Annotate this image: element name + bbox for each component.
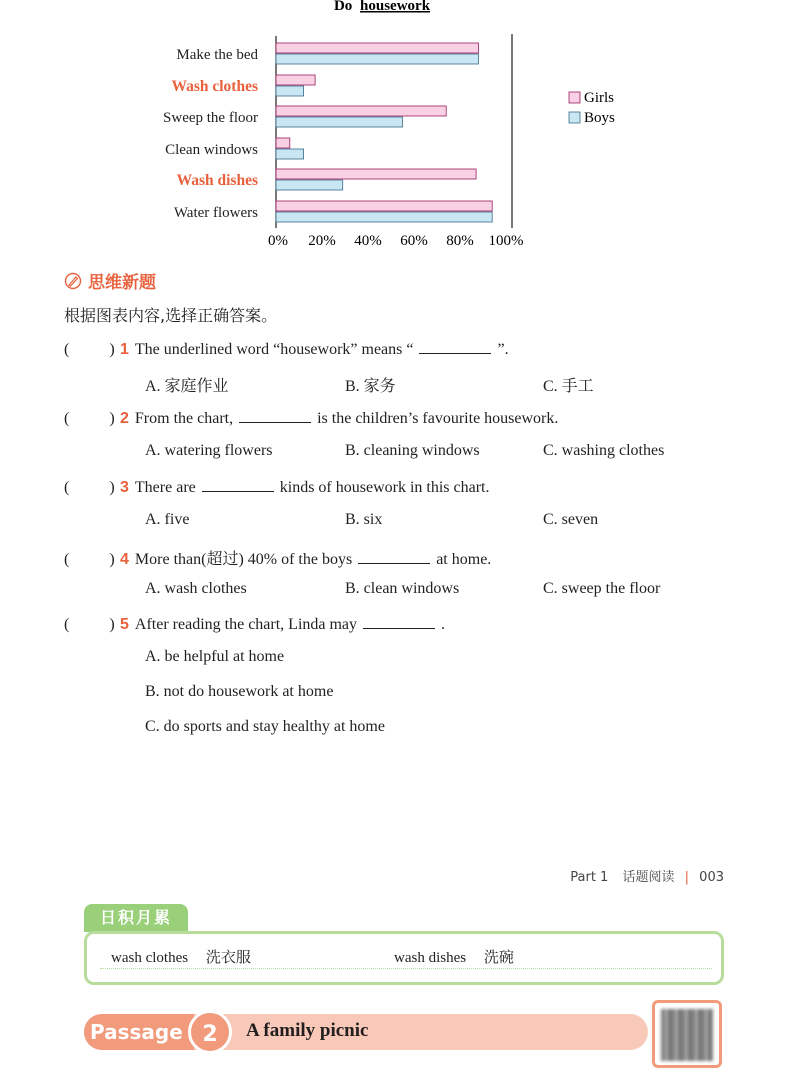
paren-open: ( [64,341,70,358]
bar-boys [276,180,343,190]
vocab-en: wash clothes [111,950,189,966]
question-text-after: is the children’s favourite housework. [317,410,559,427]
bar-boys [276,149,304,159]
option-c[interactable]: C. sweep the floor [543,580,661,597]
bar-boys [276,117,403,127]
x-tick-label: 40% [354,233,382,249]
chart-title [334,0,431,14]
legend-swatch-girls [569,92,580,103]
option-a[interactable]: A. watering flowers [145,442,273,459]
footer-topic: 话题阅读 [622,870,675,885]
question-text-before: After reading the chart, Linda may [134,616,358,633]
bar-girls [276,201,492,211]
pencil-circle-icon [64,272,82,290]
option-a[interactable]: A. be helpful at home [145,648,285,665]
x-tick-label: 20% [308,233,336,249]
option-b[interactable]: B. cleaning windows [345,442,480,459]
x-tick-label: 80% [446,233,474,249]
category-label: Wash clothes [171,78,258,95]
question-number: 5 [120,616,129,633]
bar-boys [276,86,304,96]
vocab-item [394,946,514,967]
option-c[interactable]: C. 手工 [543,378,594,395]
question-text-after: at home. [436,551,492,568]
page-footer [570,866,724,885]
category-label: Make the bed [176,47,258,63]
legend-swatch-boys [569,112,580,123]
qr-code-icon[interactable] [652,1000,722,1068]
question-text-before: There are [134,479,196,496]
paren-close: ) [109,341,115,358]
answer-parens[interactable] [64,479,120,497]
question-number: 4 [120,551,129,568]
section-header [64,268,156,293]
option-a[interactable]: A. wash clothes [145,580,247,597]
question-text-before: The underlined word “housework” means “ [134,341,414,358]
answer-parens[interactable] [64,410,120,428]
paren-open: ( [64,616,70,633]
option-a[interactable]: A. 家庭作业 [145,378,229,395]
question-text-after: . [441,616,446,633]
bar-girls [276,43,478,53]
question-number: 1 [120,341,129,358]
legend-label-girls: Girls [584,90,614,106]
bar-girls [276,106,446,116]
passage-title: A family picnic [246,1020,369,1041]
page-number: 003 [699,870,724,885]
option-b[interactable]: B. clean windows [345,580,460,597]
paren-close: ) [109,551,115,568]
housework-chart [0,0,790,255]
vocab-tab: 日积月累 [84,904,188,932]
paren-close: ) [109,410,115,427]
question-2 [64,408,558,428]
question-4 [64,546,491,569]
paren-close: ) [109,479,115,496]
legend-label-boys: Boys [584,110,615,126]
section-title: 思维新题 [88,273,156,293]
vocab-en: wash dishes [394,950,467,966]
footer-separator: | [684,870,690,885]
chart-title-prefix: Do [333,0,353,14]
category-label: Water flowers [173,205,258,221]
question-number: 2 [120,410,129,427]
vocab-zh: 洗衣服 [205,948,251,966]
question-5 [64,614,445,634]
answer-blank[interactable] [363,614,435,629]
question-text-after: kinds of housework in this chart. [279,479,490,496]
option-b[interactable]: B. six [345,511,383,528]
vocab-divider [100,968,712,969]
footer-part: Part 1 [570,870,609,885]
question-3 [64,477,490,497]
bar-boys [276,54,478,64]
paren-open: ( [64,410,70,427]
instruction: 根据图表内容,选择正确答案。 [64,306,278,325]
paren-close: ) [109,616,115,633]
x-tick-label: 0% [268,233,288,249]
option-c[interactable]: C. seven [543,511,599,528]
bar-girls [276,75,315,85]
chart-title-underlined: housework [360,0,431,14]
question-text-before: More than(超过) 40% of the boys [134,551,353,568]
option-c[interactable]: C. do sports and stay healthy at home [145,718,385,735]
paren-open: ( [64,479,70,496]
category-label: Clean windows [165,142,258,158]
chart-legend [569,90,615,126]
x-tick-label: 100% [488,233,524,249]
passage-label: Passage [84,1014,194,1050]
answer-blank[interactable] [239,408,311,423]
answer-parens[interactable] [64,341,120,359]
vocab-zh: 洗碗 [483,948,514,966]
answer-blank[interactable] [358,549,430,564]
category-label: Wash dishes [176,172,258,189]
option-b[interactable]: B. 家务 [345,378,396,395]
passage-number: 2 [188,1010,232,1054]
question-number: 3 [120,479,129,496]
answer-parens[interactable] [64,551,120,569]
category-label: Sweep the floor [163,110,258,126]
question-1 [64,339,509,359]
option-a[interactable]: A. five [145,511,190,528]
x-tick-label: 60% [400,233,428,249]
answer-blank[interactable] [419,339,491,354]
bar-girls [276,138,290,148]
vocab-item [111,946,251,967]
question-text-after: ”. [497,341,509,358]
option-c[interactable]: C. washing clothes [543,442,665,459]
answer-parens[interactable] [64,616,120,634]
bar-girls [276,169,476,179]
answer-blank[interactable] [202,477,274,492]
question-text-before: From the chart, [134,410,234,427]
option-b[interactable]: B. not do housework at home [145,683,334,700]
paren-open: ( [64,551,70,568]
bar-boys [276,212,492,222]
